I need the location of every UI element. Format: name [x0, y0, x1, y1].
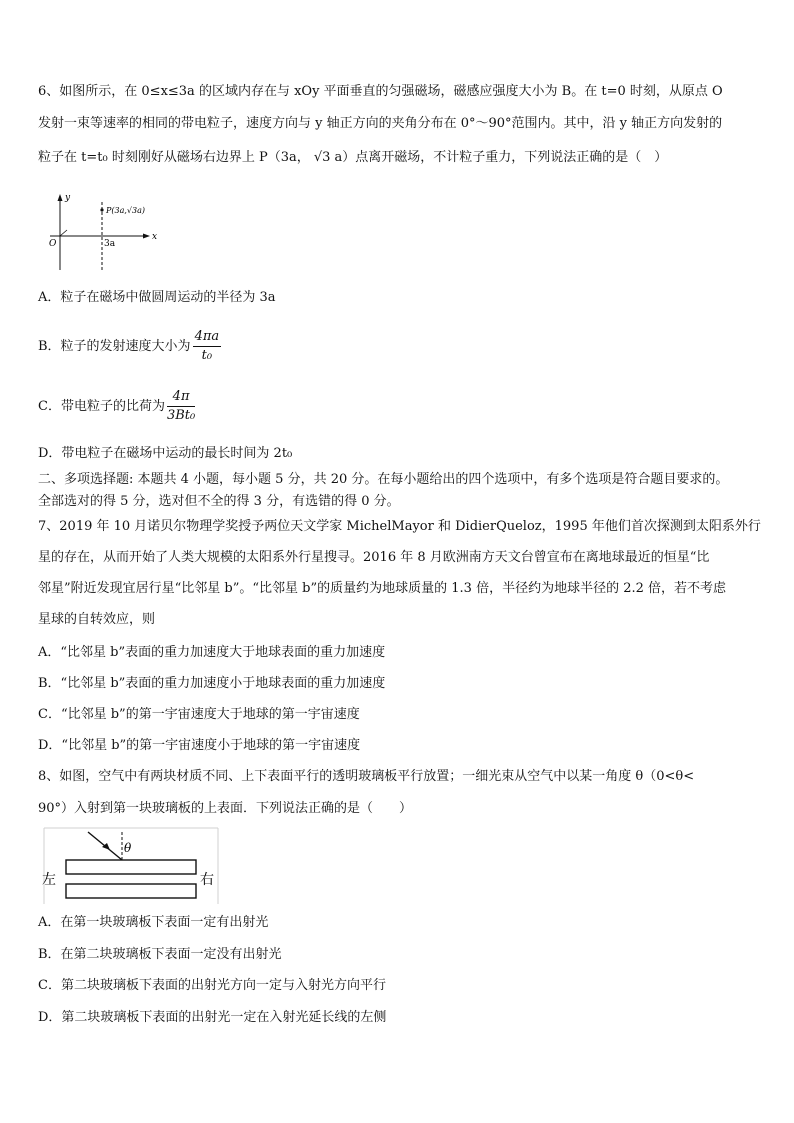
q7-option-d[interactable]: D．“比邻星 b”的第一宇宙速度小于地球的第一宇宙速度	[38, 738, 361, 753]
y-axis-label: y	[65, 193, 71, 203]
q8-stem-line-2: 90°）入射到第一块玻璃板的上表面．下列说法正确的是（ ）	[38, 801, 413, 816]
fraction-denominator: 3Bt₀	[166, 408, 196, 423]
q6-option-d[interactable]: D．带电粒子在磁场中运动的最长时间为 2t₀	[38, 446, 293, 461]
origin-label: O	[49, 239, 57, 249]
x-axis-arrow-icon	[143, 234, 150, 239]
section-heading-line-1: 二、多项选择题: 本题共 4 小题，每小题 5 分，共 20 分。在每小题给出的四个选项中，有多个选项是符合题目要求的。	[38, 472, 729, 487]
first-glass-plate	[66, 860, 196, 874]
fraction-numerator: 4π	[167, 388, 195, 407]
q7-stem-line-1: 7、2019 年 10 月诺贝尔物理学奖授予两位天文学家 MichelMayor 和 DidierQueloz，1995 年他们首次探测到太阳系外行	[38, 519, 761, 534]
q7-stem-line-4: 星球的自转效应，则	[38, 612, 156, 627]
q8-glass-plates-figure	[36, 826, 220, 906]
q8-option-b[interactable]: B．在第二块玻璃板下表面一定没有出射光	[38, 947, 282, 962]
right-label: 右	[200, 872, 214, 888]
point-p-label: P(3a,√3a)	[106, 206, 145, 215]
q6-option-a[interactable]: A．粒子在磁场中做圆周运动的半径为 3a	[38, 290, 276, 305]
x-axis-label: x	[152, 232, 158, 242]
q7-stem-line-3: 邻星”附近发现宜居行星“比邻星 b”。“比邻星 b”的质量约为地球质量的 1.3 倍，半径约为地球半径的 2.2 倍，若不考虑	[38, 581, 727, 596]
q6-magnetic-field-figure	[42, 192, 172, 274]
q6-option-c-fraction	[167, 388, 195, 425]
angle-label: θ	[124, 841, 132, 855]
q7-option-a[interactable]: A．“比邻星 b”表面的重力加速度大于地球表面的重力加速度	[38, 645, 386, 660]
q8-stem-line-1: 8、如图，空气中有两块材质不同、上下表面平行的透明玻璃板平行放置；一细光束从空气中以某一角度 θ（0<θ<	[38, 769, 695, 784]
y-axis-arrow-icon	[58, 194, 63, 201]
boundary-label: 3a	[104, 239, 116, 249]
q8-option-c[interactable]: C．第二块玻璃板下表面的出射光方向一定与入射光方向平行	[38, 978, 386, 993]
left-label: 左	[42, 872, 56, 888]
q7-option-b[interactable]: B．“比邻星 b”表面的重力加速度小于地球表面的重力加速度	[38, 676, 386, 691]
q7-option-c[interactable]: C．“比邻星 b”的第一宇宙速度大于地球的第一宇宙速度	[38, 707, 360, 722]
q6-option-b-text: B．粒子的发射速度大小为	[38, 339, 191, 354]
q7-stem-line-2: 星的存在，从而开始了人类大规模的太阳系外行星搜寻。2016 年 8 月欧洲南方天文台曾宣布在离地球最近的恒星“比	[38, 550, 710, 565]
fraction-denominator: t₀	[201, 348, 213, 363]
q6-stem-line-3: 粒子在 t=t₀ 时刻刚好从磁场右边界上 P（3a， √3 a）点离开磁场，不计粒子重力，下列说法正确的是（ ）	[38, 150, 668, 165]
q6-option-b-fraction	[193, 328, 222, 365]
q6-stem-line-2: 发射一束等速率的相同的带电粒子，速度方向与 y 轴正方向的夹角分布在 0°～90°范围内。其中，沿 y 轴正方向发射的	[38, 116, 723, 131]
point-p	[100, 208, 103, 211]
q8-option-a[interactable]: A．在第一块玻璃板下表面一定有出射光	[38, 915, 269, 930]
second-glass-plate	[66, 884, 196, 898]
q6-stem-line-1: 6、如图所示，在 0≤x≤3a 的区域内存在与 xOy 平面垂直的匀强磁场，磁感应强度大小为 B。在 t=0 时刻，从原点 O	[38, 84, 723, 99]
q6-option-c-text: C．带电粒子的比荷为	[38, 399, 165, 414]
q6-option-c[interactable]	[38, 388, 195, 428]
section-heading-line-2: 全部选对的得 5 分，选对但不全的得 3 分，有选错的得 0 分。	[38, 494, 400, 509]
fraction-numerator: 4πa	[193, 328, 222, 347]
q6-option-b[interactable]	[38, 328, 221, 368]
q8-option-d[interactable]: D．第二块玻璃板下表面的出射光一定在入射光延长线的左侧	[38, 1010, 387, 1025]
launch-direction-icon	[60, 230, 67, 236]
